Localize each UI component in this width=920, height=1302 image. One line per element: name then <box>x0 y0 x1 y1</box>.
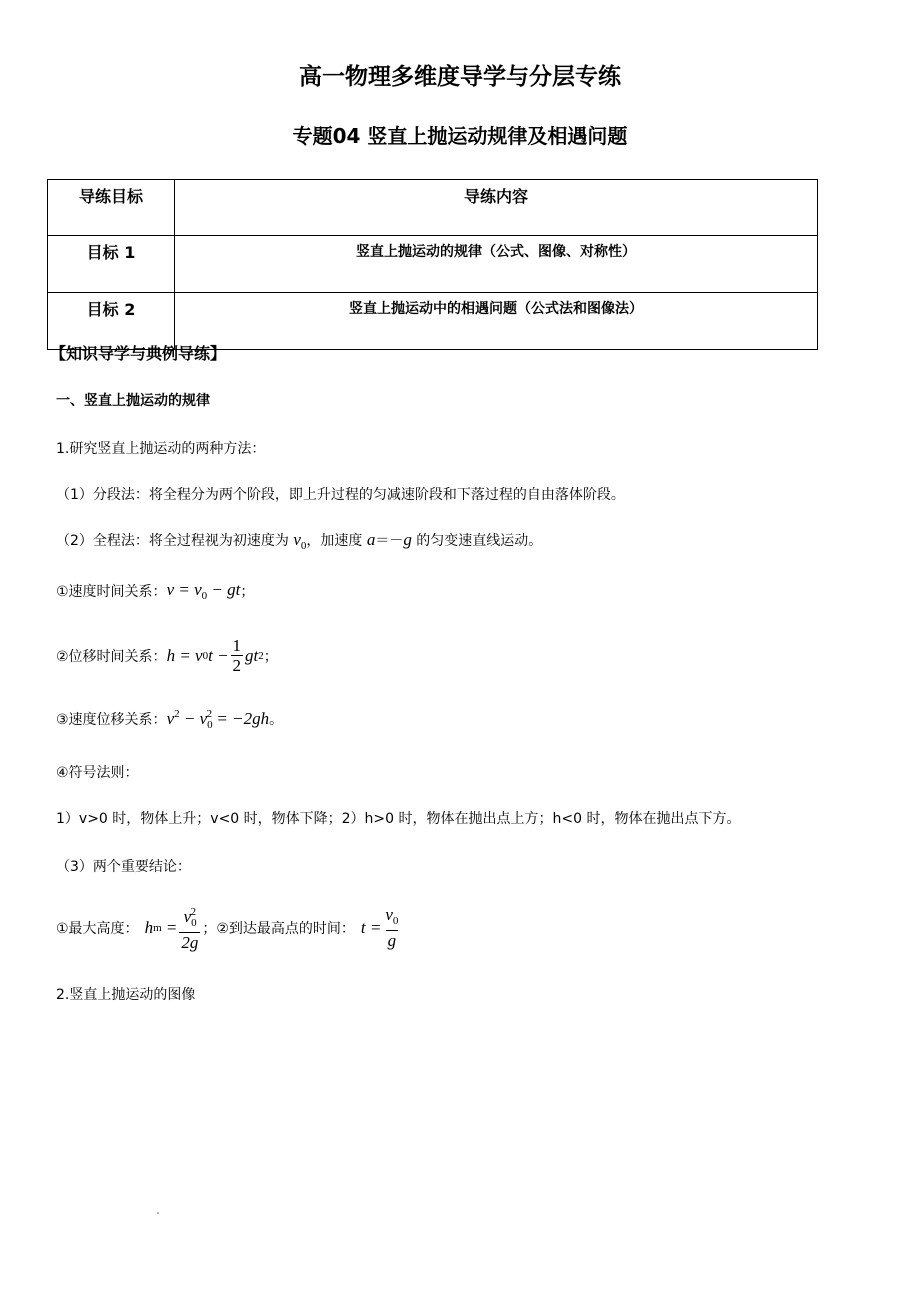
text-segment: ＝－ <box>375 533 404 549</box>
content-cell: 竖直上抛运动的规律（公式、图像、对称性） <box>175 236 818 293</box>
item-tail: 。 <box>269 712 284 728</box>
formula: $v = v_0$ − gt <box>166 580 241 602</box>
section-header: 【知识导学与典例导练】 <box>50 344 227 363</box>
item-label: ①速度时间关系： <box>56 584 167 600</box>
paragraph-segment-method: （1）分段法：将全程分为两个阶段，即上升过程的匀减速阶段和下落过程的自由落体阶段。 <box>56 487 625 503</box>
sign-rule-label: ④符号法则： <box>56 765 139 781</box>
section-title: 一、竖直上抛运动的规律 <box>56 393 210 409</box>
paragraph-whole-method <box>56 530 542 552</box>
scan-dot <box>157 1212 159 1214</box>
goal-cell: 目标 1 <box>48 236 175 293</box>
content-cell: 竖直上抛运动中的相遇问题（公式法和图像法） <box>175 293 818 350</box>
separator: ； <box>202 921 217 937</box>
goal-cell: 目标 2 <box>48 293 175 350</box>
formula-max-height: h m = $\frac{v_0^2}{2g}$ <box>144 906 199 952</box>
formula-time-to-top: t = $\frac{v_0}{g}$ <box>360 904 399 950</box>
conclusions-heading: （3）两个重要结论： <box>56 859 191 875</box>
header-content: 导练内容 <box>175 180 818 236</box>
text-segment: ，加速度 <box>306 533 367 549</box>
conclusion-label-max-height: ①最大高度： <box>56 921 139 937</box>
formula-displacement-time <box>56 632 278 680</box>
formula-velocity-displacement <box>56 706 283 732</box>
text-segment: 的匀变速直线运动。 <box>411 533 543 549</box>
symbol-g: g <box>403 530 412 549</box>
paragraph-graph: 2.竖直上抛运动的图像 <box>56 987 196 1003</box>
page-title: 高一物理多维度导学与分层专练 <box>299 64 621 90</box>
item-label: ②位移时间关系： <box>56 649 167 665</box>
symbol-v: v <box>293 530 301 549</box>
conclusion-label-time: ②到达最高点的时间： <box>216 921 355 937</box>
formula: h = v 0 t − $\frac{1}{2}$ gt 2 <box>166 635 264 675</box>
goals-table <box>47 179 818 350</box>
paragraph-methods: 1.研究竖直上抛运动的两种方法： <box>56 441 266 457</box>
symbol-subscript: 0 <box>300 540 307 552</box>
sign-rule-text: 1）v>0 时，物体上升；v<0 时，物体下降；2）h>0 时，物体在抛出点上方；h<0 时，物体在抛出点下方。 <box>56 811 741 827</box>
symbol-a: a <box>366 530 376 549</box>
item-tail: ； <box>240 584 255 600</box>
conclusions-formulas <box>56 902 402 954</box>
text-segment: （2）全程法：将全过程视为初速度为 <box>56 533 294 549</box>
header-goal: 导练目标 <box>48 180 175 236</box>
formula: $v^2 - v_0^2 = -2gh$ <box>166 707 270 731</box>
formula-velocity-time <box>56 578 254 604</box>
item-tail: ； <box>263 649 278 665</box>
table-header-row <box>48 180 818 236</box>
item-label: ③速度位移关系： <box>56 712 167 728</box>
topic-subtitle: 专题04 竖直上抛运动规律及相遇问题 <box>292 124 628 148</box>
table-row <box>48 236 818 293</box>
